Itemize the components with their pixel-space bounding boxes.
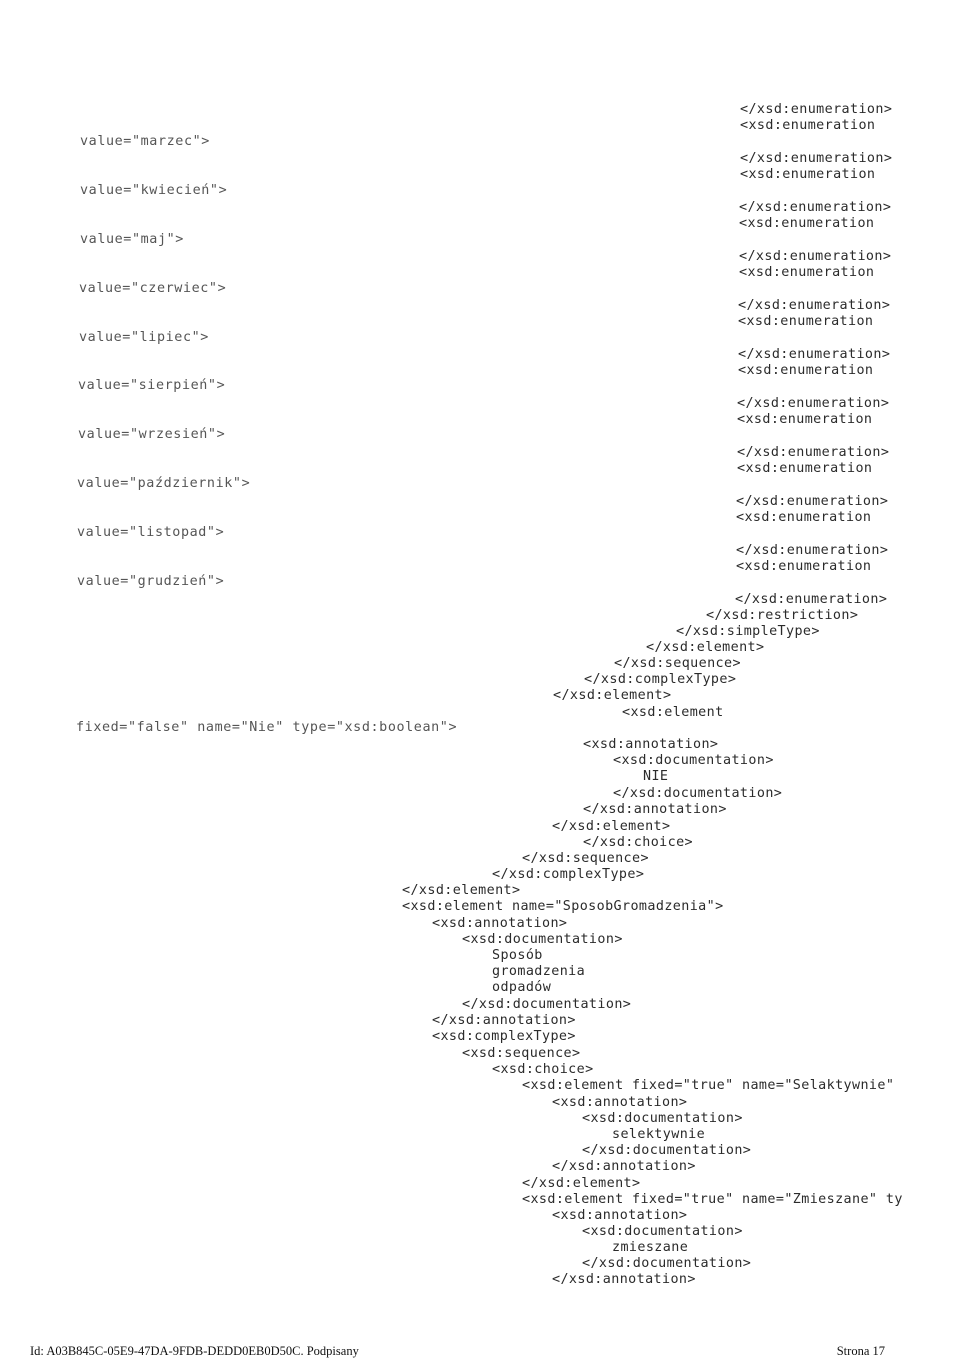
- enum-open: <xsd:enumeration: [737, 412, 873, 427]
- enum-open: <xsd:enumeration: [738, 314, 874, 329]
- code-line: </xsd:documentation>: [613, 786, 783, 801]
- enum-open: <xsd:enumeration: [736, 559, 872, 574]
- enum-value: value="grudzień">: [77, 574, 225, 589]
- enum-value: value="listopad">: [77, 525, 225, 540]
- enum-open: <xsd:enumeration: [740, 167, 876, 182]
- code-line: <xsd:documentation>: [462, 932, 623, 947]
- code-line: <xsd:documentation>: [582, 1111, 743, 1126]
- code-line: <xsd:choice>: [492, 1062, 594, 1077]
- code-line: <xsd:documentation>: [582, 1224, 743, 1239]
- code-line: odpadów: [492, 980, 552, 995]
- code-line: <xsd:element fixed="true" name="Selaktywnie": [522, 1078, 895, 1093]
- enum-value: value="maj">: [80, 232, 184, 247]
- code-line: <xsd:annotation>: [432, 916, 568, 931]
- code-line: <xsd:complexType>: [432, 1029, 576, 1044]
- enum-close: </xsd:enumeration>: [737, 396, 890, 411]
- code-line: </xsd:simpleType>: [676, 624, 820, 639]
- enum-value: value="październik">: [77, 476, 251, 491]
- enum-close: </xsd:enumeration>: [736, 494, 889, 509]
- code-line: <xsd:element name="SposobGromadzenia">: [402, 899, 724, 914]
- code-line: zmieszane: [612, 1240, 689, 1255]
- code-line: <xsd:annotation>: [583, 737, 719, 752]
- enum-value: value="czerwiec">: [79, 281, 227, 296]
- code-line: selektywnie: [612, 1127, 706, 1142]
- code-line: </xsd:restriction>: [706, 608, 859, 623]
- code-line: <xsd:element fixed="true" name="Zmieszane" ty: [522, 1192, 903, 1207]
- code-line: </xsd:annotation>: [432, 1013, 576, 1028]
- code-line: </xsd:element>: [402, 883, 521, 898]
- code-line: </xsd:element>: [552, 819, 671, 834]
- code-line: NIE: [643, 769, 669, 784]
- code-line: </xsd:annotation>: [583, 802, 727, 817]
- code-line: </xsd:sequence>: [522, 851, 649, 866]
- page-number: Strona 17: [836, 1344, 885, 1358]
- enum-close: </xsd:enumeration>: [740, 102, 893, 117]
- code-line: </xsd:annotation>: [552, 1159, 696, 1174]
- code-line: <xsd:sequence>: [462, 1046, 581, 1061]
- code-line: </xsd:complexType>: [492, 867, 645, 882]
- code-line: </xsd:annotation>: [552, 1272, 696, 1287]
- code-line: </xsd:complexType>: [584, 672, 737, 687]
- code-line: </xsd:documentation>: [462, 997, 632, 1012]
- code-line: gromadzenia: [492, 964, 586, 979]
- enum-value: value="sierpień">: [78, 378, 226, 393]
- code-line: <xsd:annotation>: [552, 1095, 688, 1110]
- enum-open: <xsd:enumeration: [739, 216, 875, 231]
- code-line: </xsd:sequence>: [614, 656, 741, 671]
- code-line: Sposób: [492, 948, 543, 963]
- code-line: </xsd:element>: [553, 688, 672, 703]
- code-line: </xsd:choice>: [583, 835, 694, 850]
- document-id-footer: Id: A03B845C-05E9-47DA-9FDB-DEDD0EB0D50C. Podpisany: [30, 1344, 359, 1358]
- enum-close: </xsd:enumeration>: [737, 445, 890, 460]
- enum-value: value="marzec">: [80, 134, 210, 149]
- code-line: </xsd:element>: [522, 1176, 641, 1191]
- enum-close: </xsd:enumeration>: [739, 200, 892, 215]
- enum-close: </xsd:enumeration>: [736, 543, 889, 558]
- enum-close: </xsd:enumeration>: [738, 347, 891, 362]
- code-line: </xsd:documentation>: [582, 1256, 752, 1271]
- enum-open: <xsd:enumeration: [736, 510, 872, 525]
- enum-close: </xsd:enumeration>: [735, 592, 888, 607]
- element-attributes: fixed="false" name="Nie" type="xsd:boolean">: [76, 720, 458, 735]
- enum-open: <xsd:enumeration: [737, 461, 873, 476]
- enum-close: </xsd:enumeration>: [738, 298, 891, 313]
- code-line: </xsd:element>: [646, 640, 765, 655]
- enum-open: <xsd:enumeration: [740, 118, 876, 133]
- enum-open: <xsd:enumeration: [739, 265, 875, 280]
- enum-value: value="kwiecień">: [80, 183, 228, 198]
- code-line: </xsd:documentation>: [582, 1143, 752, 1158]
- code-line: <xsd:annotation>: [552, 1208, 688, 1223]
- enum-open: <xsd:enumeration: [738, 363, 874, 378]
- enum-value: value="lipiec">: [79, 330, 209, 345]
- enum-close: </xsd:enumeration>: [739, 249, 892, 264]
- enum-close: </xsd:enumeration>: [740, 151, 893, 166]
- code-line: <xsd:element: [622, 705, 724, 720]
- enum-value: value="wrzesień">: [78, 427, 226, 442]
- code-line: <xsd:documentation>: [613, 753, 774, 768]
